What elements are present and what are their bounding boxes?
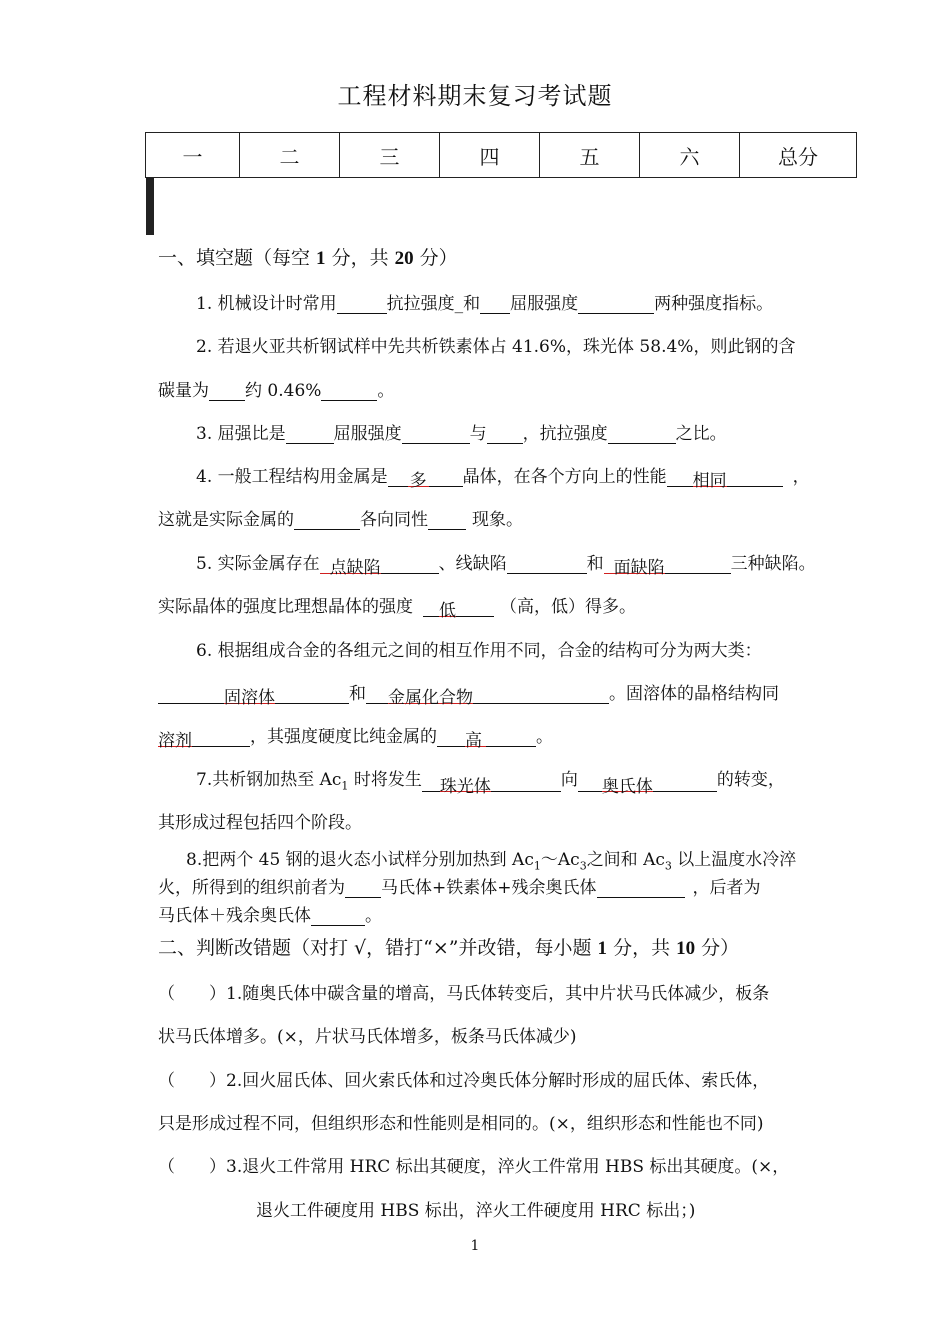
- answer-text: 约 0.46%: [245, 381, 322, 401]
- answer-blank[interactable]: [294, 509, 360, 530]
- question-text: 晶体，在各个方向上的性能: [462, 467, 667, 487]
- question-6-cont: [158, 679, 779, 709]
- answer-blank[interactable]: [209, 380, 245, 401]
- question-text: 7.共析钢加热至 Ac: [196, 770, 342, 790]
- answer-text: 面缺陷: [604, 553, 665, 574]
- judgement-3-cont: [256, 1196, 695, 1221]
- section-2-heading: [158, 933, 739, 960]
- section-2-points: 1: [597, 938, 608, 959]
- judgement-text: 只是形成过程不同，但组织形态和性能则是相同的。(×，组织形态和性能也不同): [158, 1114, 764, 1134]
- answer-blank[interactable]: [487, 423, 523, 444]
- judgement-text: 状马氏体增多。(×，片状马氏体增多，板条马氏体减少): [158, 1027, 577, 1047]
- answer-blank[interactable]: [402, 423, 470, 444]
- question-5: [196, 549, 816, 579]
- section-1-heading-text: 分，共: [325, 247, 395, 269]
- answer-blank[interactable]: [437, 726, 465, 747]
- subscript: 1: [341, 779, 349, 793]
- answer-text: 多: [408, 466, 429, 487]
- question-text: 和: [586, 554, 604, 574]
- question-text: ，其强度硬度比纯金属的: [250, 727, 437, 747]
- answer-text: 点缺陷: [320, 553, 381, 574]
- answer-blank[interactable]: [456, 596, 494, 617]
- question-text: 2. 若退火亚共析钢试样中先共析铁素体占 41.6%，珠光体 58.4%，则此钢的含: [196, 337, 796, 357]
- question-text: 以上温度水冷淬: [671, 850, 797, 870]
- answer-blank[interactable]: [192, 726, 250, 747]
- question-text: 。: [536, 727, 553, 747]
- answer-blank[interactable]: [480, 293, 510, 314]
- section-2-heading-text: 分，共: [607, 937, 677, 959]
- score-header-cell: 六: [640, 133, 740, 178]
- answer-blank[interactable]: [381, 553, 439, 574]
- subscript: 3: [579, 859, 587, 873]
- judgement-2-cont: [158, 1109, 764, 1134]
- answer-blank[interactable]: [422, 772, 440, 793]
- judgement-2: [158, 1066, 769, 1091]
- question-text: 3. 屈强比是: [196, 424, 286, 444]
- section-1-heading-text: 分）: [413, 247, 458, 269]
- answer-blank[interactable]: [491, 772, 561, 793]
- score-header-cell: 总分: [740, 133, 857, 178]
- answer-blank[interactable]: [388, 466, 408, 487]
- answer-text: 珠光体: [440, 772, 491, 793]
- question-8: [186, 845, 796, 872]
- question-text: 之间和 Ac: [586, 850, 665, 870]
- score-table-blank-row: [146, 178, 154, 197]
- answer-blank[interactable]: [507, 553, 587, 574]
- answer-blank[interactable]: [366, 683, 388, 704]
- answer-text: 、线缺陷: [438, 554, 507, 574]
- answer-blank[interactable]: [597, 877, 685, 898]
- question-text: 向: [560, 770, 578, 790]
- score-header-cell: 三: [340, 133, 440, 178]
- question-text: ～Ac: [540, 850, 580, 870]
- question-text: ，: [792, 467, 810, 487]
- answer-blank[interactable]: [158, 683, 224, 704]
- answer-blank[interactable]: [486, 726, 536, 747]
- answer-blank[interactable]: [727, 466, 783, 487]
- answer-blank[interactable]: [337, 293, 387, 314]
- question-3: [196, 419, 727, 444]
- question-text: 这就是实际金属的: [158, 510, 294, 530]
- score-table: [145, 132, 857, 197]
- question-text: 现象。: [472, 510, 523, 530]
- section-1-heading-text: 一、填空题（每空: [158, 247, 317, 269]
- section-2-total: 10: [676, 938, 696, 959]
- question-text: 8.把两个 45 钢的退火态小试样分别加热到 Ac: [186, 850, 534, 870]
- answer-text: 各向同性: [360, 510, 428, 530]
- question-text: 实际晶体的强度比理想晶体的强度: [158, 597, 413, 617]
- answer-blank[interactable]: [428, 509, 466, 530]
- question-text: 与: [469, 424, 487, 444]
- answer-blank[interactable]: [311, 905, 365, 926]
- answer-blank[interactable]: [286, 423, 334, 444]
- question-1: [196, 289, 773, 314]
- question-text: 1. 机械设计时常用: [196, 294, 337, 314]
- subscript: 1: [533, 859, 541, 873]
- answer-blank[interactable]: [429, 466, 463, 487]
- question-8-cont2: [158, 901, 382, 926]
- answer-blank[interactable]: [345, 877, 381, 898]
- answer-blank[interactable]: [653, 772, 717, 793]
- question-text: 两种强度指标。: [654, 294, 774, 314]
- answer-text: 相同: [693, 466, 727, 487]
- question-4-cont: [158, 505, 523, 530]
- question-7-cont: [158, 808, 362, 833]
- judgement-text: （ ）3.退火工件常用 HRC 标出其硬度，淬火工件常用 HBS 标出其硬度。(×，: [158, 1157, 790, 1177]
- question-4: [196, 462, 810, 492]
- question-text: 。: [377, 381, 395, 401]
- answer-blank[interactable]: [473, 683, 609, 704]
- question-7: [196, 765, 785, 797]
- score-header-cell: 五: [540, 133, 640, 178]
- question-2-cont: [158, 376, 394, 401]
- section-2-heading-text: 分）: [695, 937, 740, 959]
- question-text: 其形成过程包括四个阶段。: [158, 813, 362, 833]
- answer-blank[interactable]: [667, 466, 693, 487]
- question-text: 时将发生: [348, 770, 422, 790]
- question-text: ，后者为: [692, 878, 761, 898]
- question-text: 火，所得到的组织前者为: [158, 878, 345, 898]
- question-text: 三种缺陷。: [730, 554, 816, 574]
- judgement-1-cont: [158, 1022, 577, 1047]
- answer-text: 金属化合物: [388, 683, 473, 704]
- question-text: （高，低）得多。: [500, 597, 636, 617]
- section-1-points: 1: [316, 248, 326, 269]
- score-header-cell: 二: [240, 133, 340, 178]
- question-text: 。: [365, 906, 382, 926]
- answer-text: 马氏体＋残余奥氏体: [158, 906, 311, 926]
- question-text: 和: [349, 684, 366, 704]
- judgement-3: [158, 1152, 789, 1177]
- question-2: [196, 332, 795, 357]
- answer-text: 屈服强度: [333, 424, 402, 444]
- judgement-text: （ ）1.随奥氏体中碳含量的增高，马氏体转变后，其中片状马氏体减少，板条: [158, 984, 770, 1004]
- answer-text: 奥氏体: [602, 772, 653, 793]
- question-8-cont: [158, 873, 761, 898]
- question-text: 4. 一般工程结构用金属是: [196, 467, 388, 487]
- score-header-cell: 一: [146, 133, 240, 178]
- question-text: 的转变，: [716, 770, 785, 790]
- page-number: 1: [470, 1238, 480, 1254]
- judgement-1: [158, 979, 769, 1004]
- section-2-heading-text: 二、判断改错题（对打 √，错打“×”并改错，每小题: [158, 937, 598, 959]
- answer-text: ，抗拉强度: [522, 424, 608, 444]
- answer-text: 屈服强度: [510, 294, 579, 314]
- answer-blank[interactable]: [423, 596, 439, 617]
- section-1-total: 20: [394, 248, 414, 269]
- question-text: 5. 实际金属存在: [196, 554, 320, 574]
- answer-text: 马氏体+铁素体+残余奥氏体: [381, 878, 597, 898]
- answer-text: 抗拉强度_和: [386, 294, 481, 314]
- answer-text: 低: [439, 596, 456, 617]
- answer-text: 高: [465, 726, 486, 747]
- answer-text: 固溶体: [224, 683, 275, 704]
- page-title: 工程材料期末复习考试题: [337, 82, 613, 110]
- score-cell[interactable]: [152, 179, 153, 235]
- answer-text: 溶剂: [158, 726, 192, 747]
- score-header-cell: 四: [440, 133, 540, 178]
- judgement-text: （ ）2.回火屈氏体、回火索氏体和过冷奥氏体分解时形成的屈氏体、索氏体，: [158, 1071, 770, 1091]
- answer-blank[interactable]: [578, 772, 602, 793]
- subscript: 3: [664, 859, 672, 873]
- score-table-header-row: [146, 133, 857, 178]
- answer-blank[interactable]: [321, 380, 377, 401]
- section-1-heading: [158, 243, 458, 270]
- question-text: 碳量为: [158, 381, 209, 401]
- answer-blank[interactable]: [578, 293, 654, 314]
- question-5-cont: [158, 592, 636, 622]
- question-6: [196, 636, 762, 661]
- question-text: 之比。: [675, 424, 727, 444]
- judgement-text: 退火工件硬度用 HBS 标出，淬火工件硬度用 HRC 标出；): [256, 1201, 696, 1221]
- question-6-cont2: [158, 722, 553, 752]
- question-text: 。固溶体的晶格结构同: [609, 684, 779, 704]
- question-text: 6. 根据组成合金的各组元之间的相互作用不同，合金的结构可分为两大类：: [196, 641, 762, 661]
- answer-blank[interactable]: [275, 683, 349, 704]
- answer-blank[interactable]: [608, 423, 676, 444]
- answer-blank[interactable]: [665, 553, 731, 574]
